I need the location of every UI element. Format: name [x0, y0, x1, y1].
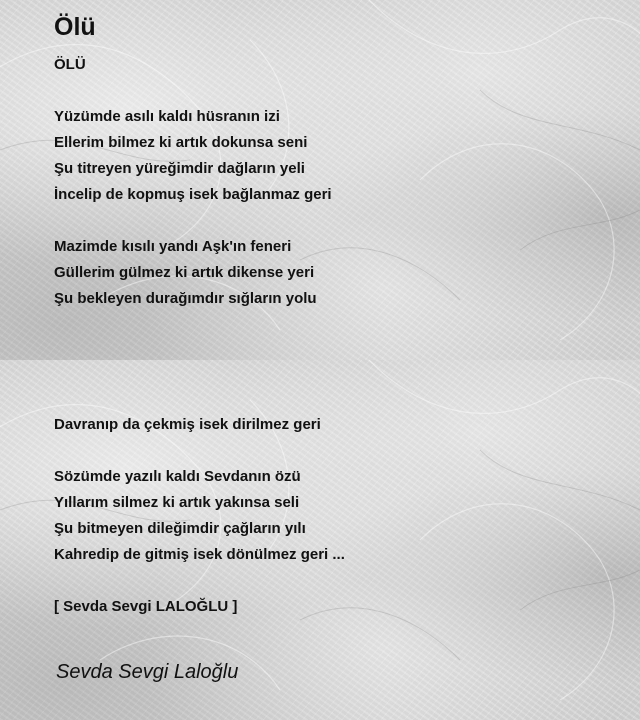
poem-line: Kahredip de gitmiş isek dönülmez geri ... [54, 546, 345, 563]
poem-line: Şu titreyen yüreğimdir dağların yeli [54, 160, 305, 177]
poem-line: Ellerim bilmez ki artık dokunsa seni [54, 134, 308, 151]
poem-line: Mazimde kısılı yandı Aşk'ın feneri [54, 238, 292, 255]
poem-content [54, 0, 614, 720]
poem-line: Yıllarım silmez ki artık yakınsa seli [54, 494, 300, 511]
poem-line: İncelip de kopmuş isek bağlanmaz geri [54, 186, 332, 203]
author-name: Sevda Sevgi Laloğlu [56, 661, 239, 683]
poem-line: Sözümde yazılı kaldı Sevdanın özü [54, 468, 301, 485]
poem-line: Şu bekleyen durağımdır sığların yolu [54, 290, 317, 307]
poem-line: Davranıp da çekmiş isek dirilmez geri [54, 416, 321, 433]
poem-title: Ölü [54, 13, 96, 41]
poem-line: Güllerim gülmez ki artık dikense yeri [54, 264, 315, 281]
poem-heading: ÖLÜ [54, 56, 86, 73]
poem-line: Şu bitmeyen dileğimdir çağların yılı [54, 520, 306, 537]
poem-line: Yüzümde asılı kaldı hüsranın izi [54, 108, 280, 125]
poem-signature: [ Sevda Sevgi LALOĞLU ] [54, 598, 238, 615]
